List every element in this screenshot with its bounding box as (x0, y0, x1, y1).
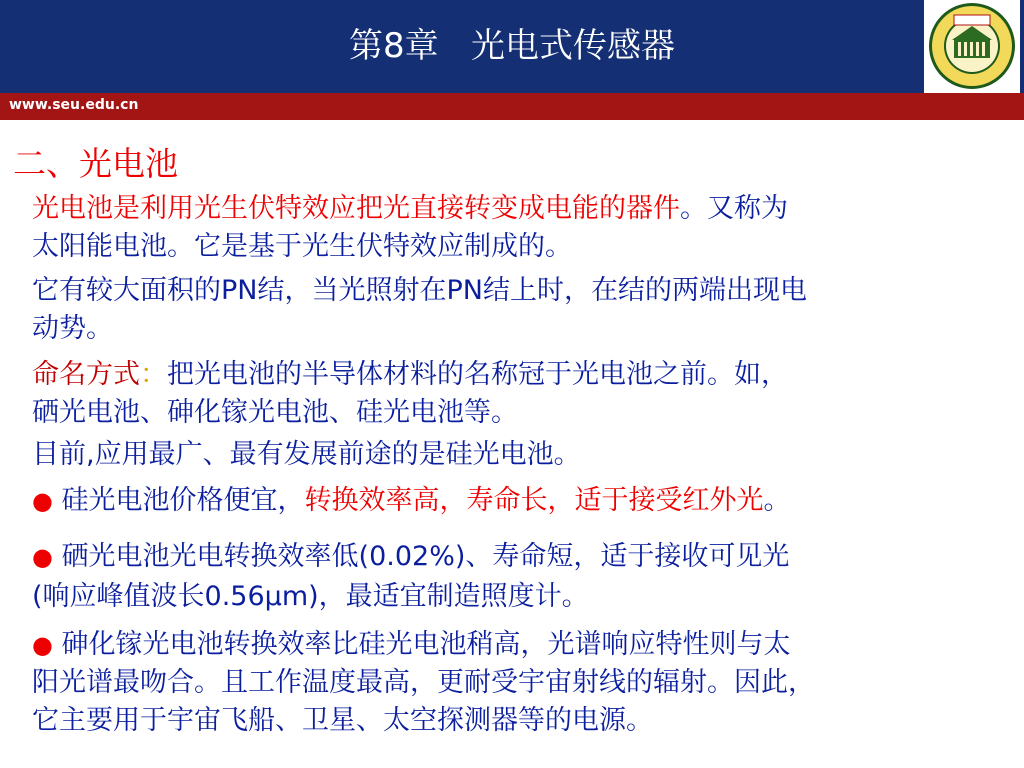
naming-text: 把光电池的半导体材料的名称冠于光电池之前。如， (167, 359, 788, 390)
bullet-silicon-highlight: 转换效率高，寿命长，适于接受红外光 (304, 485, 764, 516)
bullet-silicon (32, 482, 791, 520)
bullet-silicon-end: 。 (763, 485, 791, 516)
bullet-selenium-line-1 (32, 538, 789, 576)
naming-line-1 (32, 356, 788, 394)
pn-junction-line-2: 动势。 (32, 313, 113, 344)
bullet-icon: ● (32, 543, 53, 571)
bullet-gaas-text: 砷化镓光电池转换效率比硅光电池稍高，光谱响应特性则与太 (61, 629, 791, 660)
slide-title: 第8章 光电式传感器 (348, 26, 676, 66)
current-use-line: 目前,应用最广、最有发展前途的是硅光电池。 (32, 439, 581, 470)
section-heading: 二、光电池 (13, 144, 178, 183)
definition-line-2: 太阳能电池。它是基于光生伏特效应制成的。 (32, 231, 572, 262)
bullet-gaas-line-2: 阳光谱最吻合。且工作温度最高，更耐受宇宙射线的辐射。因此， (32, 667, 815, 698)
definition-line-1 (32, 190, 788, 228)
url-bar (0, 93, 1024, 120)
naming-line-2: 硒光电池、砷化镓光电池、硅光电池等。 (32, 397, 518, 428)
naming-label: 命名方式 (32, 359, 140, 390)
bullet-icon: ● (32, 631, 53, 659)
definition-highlight: 光电池是利用光生伏特效应把光直接转变成电能的器件 (32, 193, 680, 224)
naming-colon: ： (140, 359, 167, 390)
bullet-icon: ● (32, 487, 53, 515)
bullet-selenium-line-2: (响应峰值波长0.56μm)，最适宜制造照度计。 (32, 581, 589, 612)
pn-junction-line-1: 它有较大面积的PN结，当光照射在PN结上时，在结的两端出现电 (32, 275, 807, 306)
university-seal-icon (924, 0, 1020, 93)
university-logo (924, 0, 1020, 93)
bullet-silicon-text: 硅光电池价格便宜， (61, 485, 305, 516)
bullet-gaas-line-1 (32, 626, 791, 664)
bullet-selenium-text: 硒光电池光电转换效率低(0.02%)、寿命短，适于接收可见光 (61, 541, 790, 572)
definition-suffix: 。又称为 (680, 193, 788, 224)
website-url: www.seu.edu.cn (9, 97, 139, 113)
bullet-gaas-line-3: 它主要用于宇宙飞船、卫星、太空探测器等的电源。 (32, 705, 653, 736)
